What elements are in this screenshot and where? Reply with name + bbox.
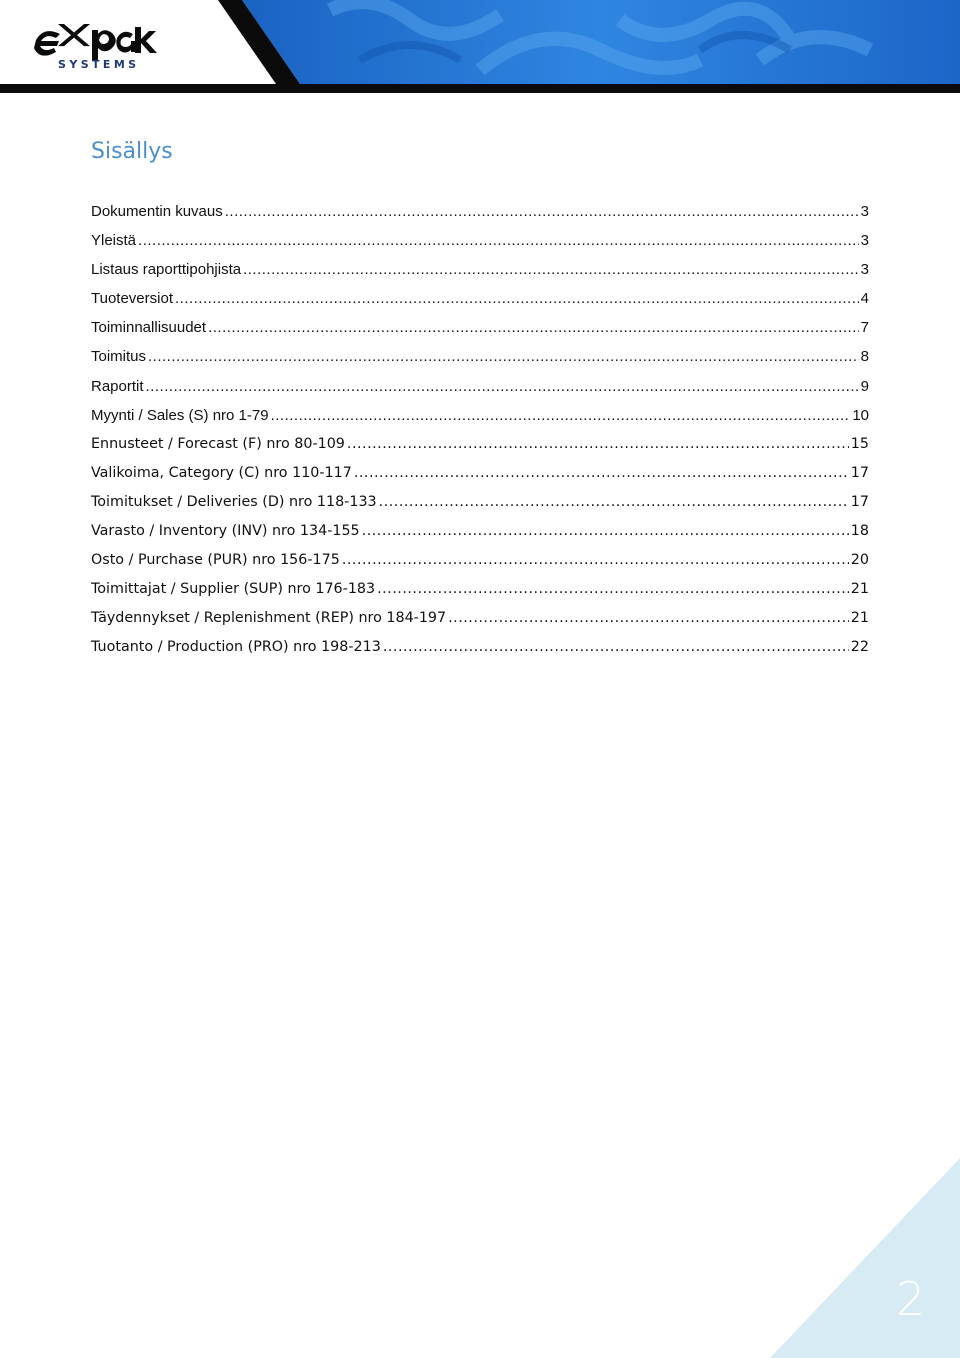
toc-leader-dots	[379, 494, 849, 510]
toc-leader-dots	[377, 581, 849, 597]
toc-entry-label: Osto / Purchase (PUR) nro 156-175	[91, 552, 340, 569]
toc-title: Sisällys	[91, 139, 173, 164]
toc-entry[interactable]	[91, 319, 869, 348]
toc-entry-page: 15	[850, 435, 869, 452]
toc-entry-page: 17	[850, 493, 869, 510]
toc-entry-label: Valikoima, Category (C) nro 110-117	[91, 464, 352, 481]
toc-leader-dots	[175, 290, 859, 307]
toc-leader-dots	[347, 436, 849, 452]
toc-entry-label: Täydennykset / Replenishment (REP) nro 184-197	[91, 610, 447, 627]
toc-entry-page: 7	[860, 319, 869, 337]
toc-leader-dots	[271, 407, 851, 424]
toc-leader-dots	[342, 552, 849, 568]
toc-leader-dots	[354, 465, 849, 481]
toc-entry-label: Toimittajat / Supplier (SUP) nro 176-183	[91, 581, 376, 598]
toc-leader-dots	[448, 610, 849, 626]
toc-entry-page: 20	[850, 552, 869, 569]
toc-entry-page: 10	[852, 406, 869, 424]
toc-entry[interactable]	[91, 465, 869, 494]
toc-leader-dots	[146, 378, 859, 395]
toc-leader-dots	[208, 319, 859, 336]
toc-entry-label: Tuotanto / Production (PRO) nro 198-213	[91, 639, 381, 656]
toc-entry-label: Toiminnallisuudet	[91, 319, 207, 337]
toc-entry[interactable]	[91, 581, 869, 610]
toc-entry[interactable]	[91, 610, 869, 639]
toc-entry[interactable]	[91, 436, 869, 465]
toc-entry-page: 21	[850, 610, 869, 627]
toc-entry-label: Varasto / Inventory (INV) nro 134-155	[91, 523, 360, 540]
table-of-contents	[91, 203, 869, 669]
toc-entry[interactable]	[91, 378, 869, 407]
toc-entry[interactable]	[91, 523, 869, 552]
toc-entry[interactable]	[91, 290, 869, 319]
toc-entry-label: Yleistä	[91, 232, 137, 250]
toc-leader-dots	[225, 203, 859, 220]
toc-entry-page: 18	[850, 523, 869, 540]
header-banner	[0, 0, 960, 93]
toc-entry[interactable]	[91, 552, 869, 581]
toc-entry-label: Ennusteet / Forecast (F) nro 80-109	[91, 435, 345, 452]
toc-entry[interactable]	[91, 407, 869, 436]
toc-entry-label: Dokumentin kuvaus	[91, 203, 223, 220]
toc-leader-dots	[138, 232, 859, 249]
toc-entry-label: Myynti / Sales (S) nro 1-79	[91, 406, 269, 424]
toc-entry-page: 3	[860, 203, 869, 220]
toc-entry-page: 17	[850, 464, 869, 481]
toc-entry[interactable]	[91, 261, 869, 290]
toc-entry-page: 9	[860, 377, 869, 395]
page-number: 2	[896, 1272, 926, 1326]
toc-entry[interactable]	[91, 494, 869, 523]
toc-entry-label: Raportit	[91, 377, 144, 395]
toc-entry-page: 8	[860, 348, 869, 366]
toc-leader-dots	[243, 261, 859, 278]
toc-entry-page: 3	[860, 261, 869, 279]
toc-entry-page: 21	[850, 581, 869, 598]
toc-entry[interactable]	[91, 348, 869, 377]
toc-entry[interactable]	[91, 203, 869, 232]
toc-leader-dots	[148, 348, 859, 365]
toc-entry-page: 4	[860, 290, 869, 308]
toc-entry[interactable]	[91, 639, 869, 668]
toc-entry-label: Tuoteversiot	[91, 290, 173, 308]
corner-triangle	[770, 1158, 960, 1358]
page-header	[0, 0, 960, 93]
toc-entry-label: Toimitus	[91, 348, 147, 366]
toc-entry-page: 22	[850, 639, 869, 656]
toc-leader-dots	[383, 639, 849, 655]
toc-entry-label: Toimitukset / Deliveries (D) nro 118-133	[91, 493, 377, 510]
toc-leader-dots	[362, 523, 849, 539]
toc-entry-label: Listaus raporttipohjista	[91, 261, 242, 279]
logo-subtext: SYSTEMS	[58, 58, 140, 71]
toc-entry[interactable]	[91, 232, 869, 261]
toc-entry-page: 3	[860, 232, 869, 250]
